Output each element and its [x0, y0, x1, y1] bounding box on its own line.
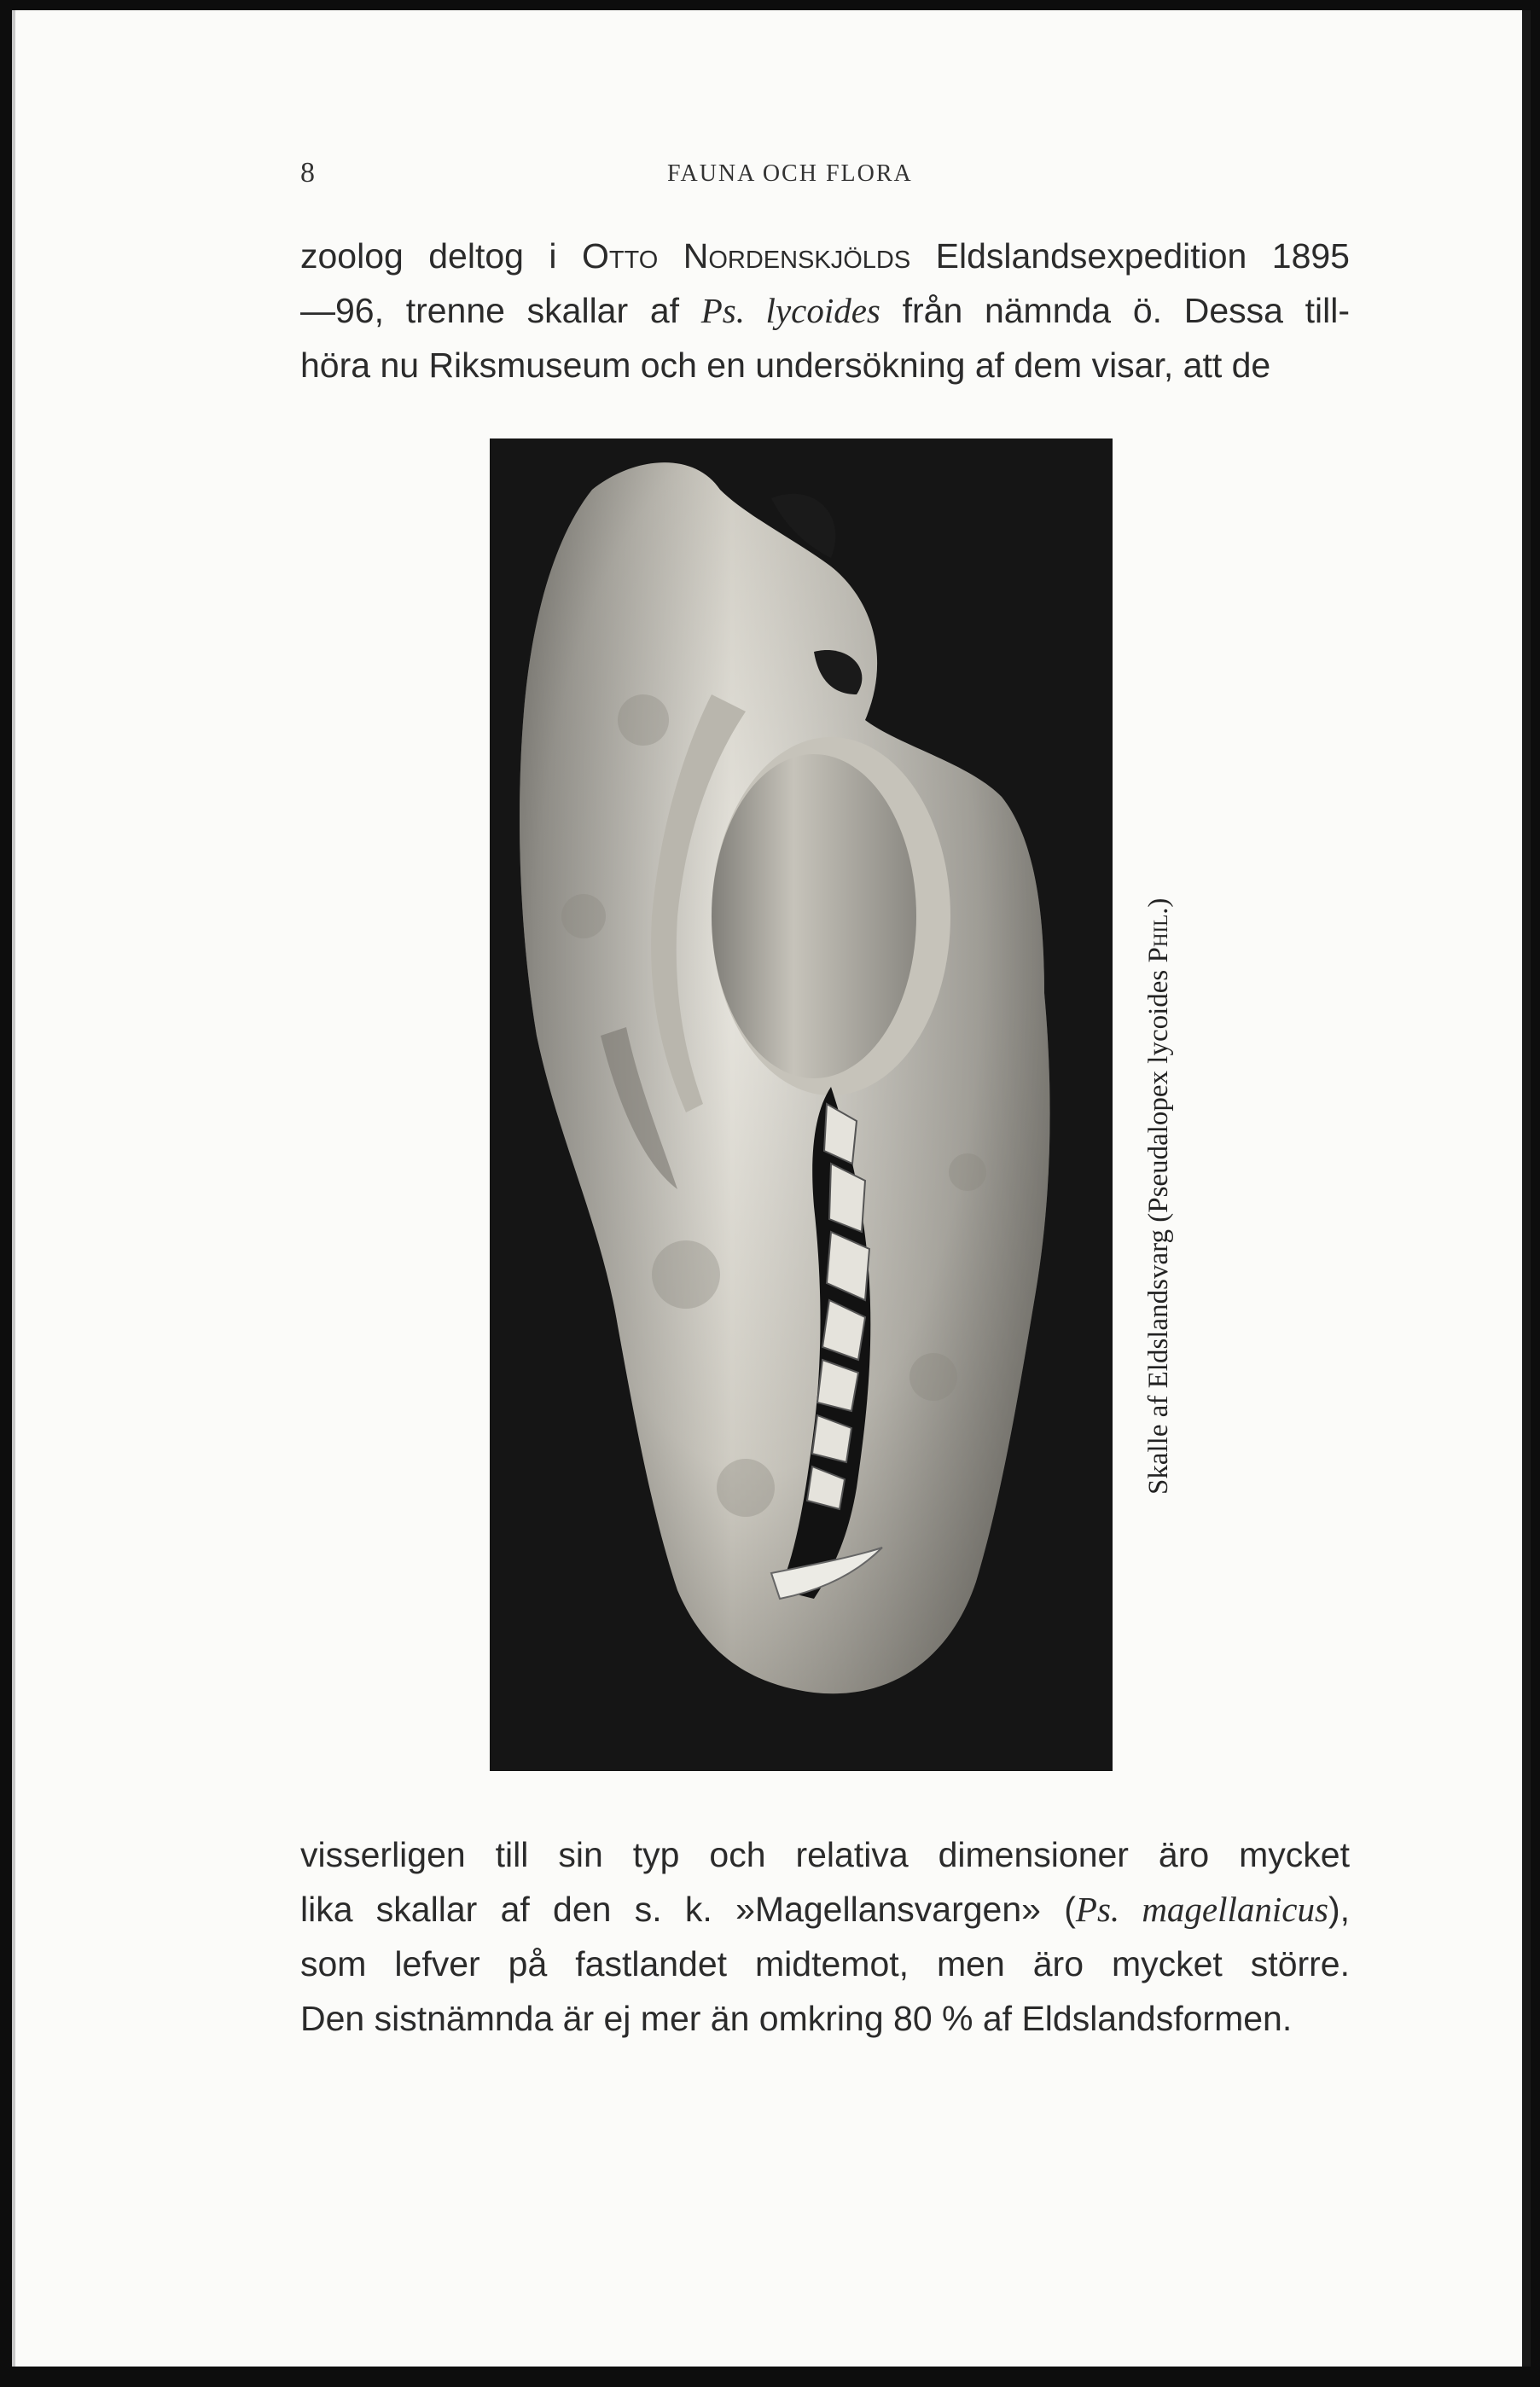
paragraph-line: zoolog deltog i Otto Nordenskjölds Eldslandsexpedition 1895: [300, 236, 1350, 276]
page-number: 8: [300, 157, 315, 189]
paragraph-line: —96, trenne skallar af Ps. lycoides från nämnda ö. Dessa till-: [300, 291, 1350, 330]
skull-photograph: [490, 438, 1113, 1771]
scan-edge: [12, 10, 15, 2367]
page-header: [300, 150, 1341, 201]
paragraph-line: höra nu Riksmuseum och en undersökning af dem visar, att de: [300, 346, 1271, 385]
figure-caption: Skalle af Eldslandsvarg (Pseudalopex lycoides Phil.): [1143, 897, 1174, 1495]
paragraph-line: visserligen till sin typ och relativa dimensioner äro mycket: [300, 1835, 1350, 1874]
paragraph-line: lika skallar af den s. k. »Magellansvargen» (Ps. magellanicus),: [300, 1890, 1351, 1929]
document-page: [12, 10, 1531, 2367]
paragraph-line: som lefver på fastlandet midtemot, men äro mycket större.: [300, 1944, 1350, 1983]
paragraph-top: [300, 229, 1350, 392]
running-title: FAUNA OCH FLORA: [667, 160, 913, 187]
paragraph-line: Den sistnämnda är ej mer än omkring 80 % af Eldslandsformen.: [300, 1999, 1293, 2038]
skull-illustration: [490, 438, 1113, 1771]
paragraph-bottom: [300, 1827, 1350, 2046]
